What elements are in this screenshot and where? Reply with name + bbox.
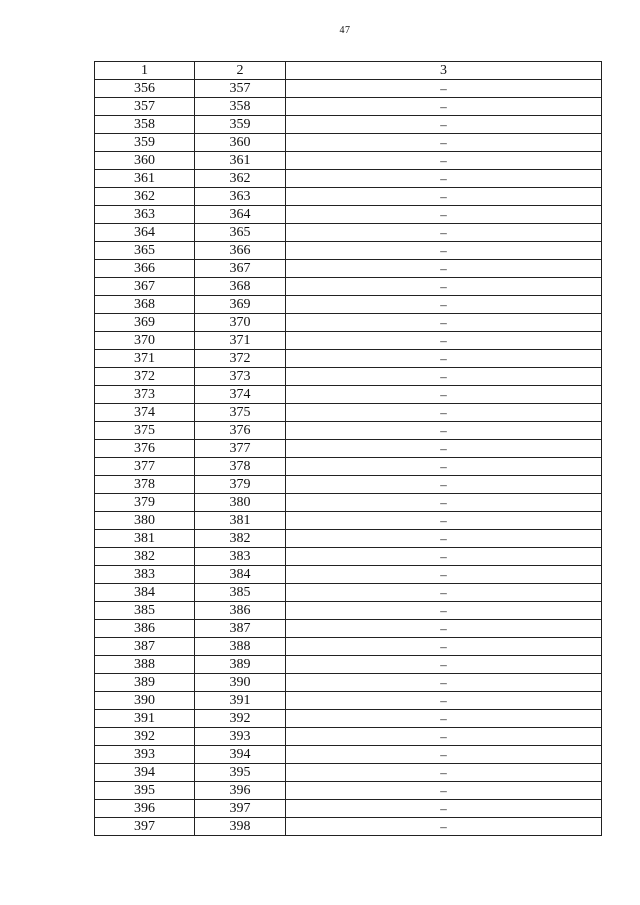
table-cell-col-2: 357	[195, 80, 286, 98]
table-row	[95, 170, 602, 188]
table-row	[95, 206, 602, 224]
table-row	[95, 746, 602, 764]
table-cell-col-3: –	[286, 296, 602, 314]
table-row	[95, 332, 602, 350]
table-cell-col-2: 382	[195, 530, 286, 548]
table-row	[95, 152, 602, 170]
table-cell-col-2: 393	[195, 728, 286, 746]
table-cell-col-1: 370	[95, 332, 195, 350]
table-cell-col-2: 364	[195, 206, 286, 224]
table-cell-col-1: 385	[95, 602, 195, 620]
table-row	[95, 458, 602, 476]
table-cell-col-1: 369	[95, 314, 195, 332]
table-cell-col-3: –	[286, 494, 602, 512]
table-cell-col-2: 386	[195, 602, 286, 620]
table-cell-col-1: 386	[95, 620, 195, 638]
table-row	[95, 764, 602, 782]
table-row	[95, 692, 602, 710]
table-cell-col-1: 360	[95, 152, 195, 170]
table-row	[95, 476, 602, 494]
table-cell-col-3: –	[286, 242, 602, 260]
table-row	[95, 134, 602, 152]
table-cell-col-1: 362	[95, 188, 195, 206]
table-cell-col-2: 372	[195, 350, 286, 368]
page-number: 47	[339, 25, 351, 36]
table-row	[95, 638, 602, 656]
table-cell-col-2: 360	[195, 134, 286, 152]
column-header-3: 3	[286, 62, 602, 80]
table-row	[95, 224, 602, 242]
table-cell-col-2: 366	[195, 242, 286, 260]
table-row	[95, 530, 602, 548]
table-row	[95, 242, 602, 260]
table-cell-col-1: 364	[95, 224, 195, 242]
table-row	[95, 80, 602, 98]
table-cell-col-3: –	[286, 350, 602, 368]
table-cell-col-2: 398	[195, 818, 286, 836]
table-row	[95, 98, 602, 116]
table-row	[95, 278, 602, 296]
table-cell-col-1: 384	[95, 584, 195, 602]
table-cell-col-2: 390	[195, 674, 286, 692]
table-cell-col-3: –	[286, 782, 602, 800]
table-cell-col-3: –	[286, 116, 602, 134]
table-row	[95, 728, 602, 746]
table-cell-col-2: 358	[195, 98, 286, 116]
table-cell-col-2: 389	[195, 656, 286, 674]
table-cell-col-2: 363	[195, 188, 286, 206]
table-row	[95, 548, 602, 566]
table-cell-col-1: 396	[95, 800, 195, 818]
table-cell-col-1: 388	[95, 656, 195, 674]
table-cell-col-3: –	[286, 746, 602, 764]
table-header-row	[95, 62, 602, 80]
table-cell-col-2: 395	[195, 764, 286, 782]
table-row	[95, 494, 602, 512]
table-cell-col-3: –	[286, 386, 602, 404]
table-cell-col-1: 361	[95, 170, 195, 188]
table-cell-col-3: –	[286, 80, 602, 98]
table-cell-col-3: –	[286, 206, 602, 224]
table-cell-col-1: 389	[95, 674, 195, 692]
table-row	[95, 404, 602, 422]
table-row	[95, 584, 602, 602]
table-row	[95, 314, 602, 332]
table-cell-col-1: 390	[95, 692, 195, 710]
table-cell-col-1: 357	[95, 98, 195, 116]
table-cell-col-3: –	[286, 728, 602, 746]
table-cell-col-1: 358	[95, 116, 195, 134]
table-cell-col-1: 382	[95, 548, 195, 566]
table-cell-col-1: 376	[95, 440, 195, 458]
table-row	[95, 368, 602, 386]
table-cell-col-3: –	[286, 764, 602, 782]
table-cell-col-2: 377	[195, 440, 286, 458]
table-cell-col-2: 388	[195, 638, 286, 656]
table-cell-col-3: –	[286, 638, 602, 656]
table-cell-col-2: 380	[195, 494, 286, 512]
table-cell-col-3: –	[286, 152, 602, 170]
table-cell-col-1: 391	[95, 710, 195, 728]
table-cell-col-3: –	[286, 530, 602, 548]
table-cell-col-3: –	[286, 404, 602, 422]
table-cell-col-3: –	[286, 314, 602, 332]
table-cell-col-3: –	[286, 278, 602, 296]
table-row	[95, 116, 602, 134]
table-cell-col-3: –	[286, 134, 602, 152]
table-row	[95, 674, 602, 692]
table-cell-col-3: –	[286, 170, 602, 188]
table-cell-col-3: –	[286, 188, 602, 206]
table-row	[95, 296, 602, 314]
table-row	[95, 350, 602, 368]
table-cell-col-3: –	[286, 458, 602, 476]
table-cell-col-3: –	[286, 710, 602, 728]
table-cell-col-2: 396	[195, 782, 286, 800]
table-cell-col-3: –	[286, 818, 602, 836]
table-row	[95, 710, 602, 728]
column-header-1: 1	[95, 62, 195, 80]
table-cell-col-1: 367	[95, 278, 195, 296]
table-cell-col-3: –	[286, 512, 602, 530]
table-cell-col-2: 384	[195, 566, 286, 584]
table-cell-col-3: –	[286, 476, 602, 494]
table-cell-col-1: 379	[95, 494, 195, 512]
table-cell-col-2: 387	[195, 620, 286, 638]
table-cell-col-1: 359	[95, 134, 195, 152]
table-cell-col-1: 366	[95, 260, 195, 278]
table-cell-col-3: –	[286, 674, 602, 692]
table-cell-col-1: 387	[95, 638, 195, 656]
table-row	[95, 602, 602, 620]
table-cell-col-1: 375	[95, 422, 195, 440]
table-cell-col-2: 371	[195, 332, 286, 350]
table-cell-col-1: 373	[95, 386, 195, 404]
data-table	[94, 61, 602, 836]
table-row	[95, 800, 602, 818]
table-cell-col-1: 381	[95, 530, 195, 548]
table-row	[95, 512, 602, 530]
table-cell-col-3: –	[286, 98, 602, 116]
table-row	[95, 422, 602, 440]
table-cell-col-2: 383	[195, 548, 286, 566]
table-cell-col-1: 365	[95, 242, 195, 260]
table-cell-col-2: 379	[195, 476, 286, 494]
table-cell-col-3: –	[286, 692, 602, 710]
table-cell-col-1: 394	[95, 764, 195, 782]
table-cell-col-2: 369	[195, 296, 286, 314]
table-cell-col-1: 356	[95, 80, 195, 98]
table-cell-col-1: 393	[95, 746, 195, 764]
table-cell-col-1: 378	[95, 476, 195, 494]
table-cell-col-3: –	[286, 584, 602, 602]
table-cell-col-2: 359	[195, 116, 286, 134]
table-cell-col-1: 392	[95, 728, 195, 746]
column-header-2: 2	[195, 62, 286, 80]
table-cell-col-2: 397	[195, 800, 286, 818]
table-cell-col-1: 368	[95, 296, 195, 314]
table-cell-col-3: –	[286, 548, 602, 566]
table-cell-col-2: 378	[195, 458, 286, 476]
table-cell-col-2: 394	[195, 746, 286, 764]
table-row	[95, 440, 602, 458]
table-cell-col-2: 385	[195, 584, 286, 602]
table-cell-col-2: 368	[195, 278, 286, 296]
table-cell-col-2: 374	[195, 386, 286, 404]
table-cell-col-3: –	[286, 440, 602, 458]
table-cell-col-2: 362	[195, 170, 286, 188]
table-cell-col-2: 373	[195, 368, 286, 386]
table-row	[95, 818, 602, 836]
table-cell-col-2: 381	[195, 512, 286, 530]
table-row	[95, 620, 602, 638]
table-cell-col-1: 395	[95, 782, 195, 800]
table-cell-col-1: 371	[95, 350, 195, 368]
table-cell-col-3: –	[286, 422, 602, 440]
table-cell-col-3: –	[286, 656, 602, 674]
table-cell-col-1: 377	[95, 458, 195, 476]
table-cell-col-2: 375	[195, 404, 286, 422]
table-row	[95, 656, 602, 674]
table-cell-col-3: –	[286, 224, 602, 242]
table-cell-col-3: –	[286, 620, 602, 638]
table-cell-col-1: 383	[95, 566, 195, 584]
table-cell-col-1: 397	[95, 818, 195, 836]
table-row	[95, 566, 602, 584]
table-cell-col-3: –	[286, 602, 602, 620]
table-cell-col-2: 370	[195, 314, 286, 332]
table-body	[95, 80, 602, 836]
table-cell-col-1: 372	[95, 368, 195, 386]
table-cell-col-1: 374	[95, 404, 195, 422]
table-cell-col-3: –	[286, 368, 602, 386]
table-cell-col-2: 391	[195, 692, 286, 710]
table-cell-col-3: –	[286, 260, 602, 278]
table-cell-col-3: –	[286, 800, 602, 818]
table-row	[95, 782, 602, 800]
table-row	[95, 260, 602, 278]
table-cell-col-1: 380	[95, 512, 195, 530]
table-cell-col-2: 392	[195, 710, 286, 728]
table-cell-col-2: 365	[195, 224, 286, 242]
table-row	[95, 386, 602, 404]
table-cell-col-1: 363	[95, 206, 195, 224]
table-cell-col-3: –	[286, 332, 602, 350]
table-row	[95, 188, 602, 206]
table-cell-col-2: 361	[195, 152, 286, 170]
table-cell-col-2: 367	[195, 260, 286, 278]
table-cell-col-2: 376	[195, 422, 286, 440]
table-cell-col-3: –	[286, 566, 602, 584]
